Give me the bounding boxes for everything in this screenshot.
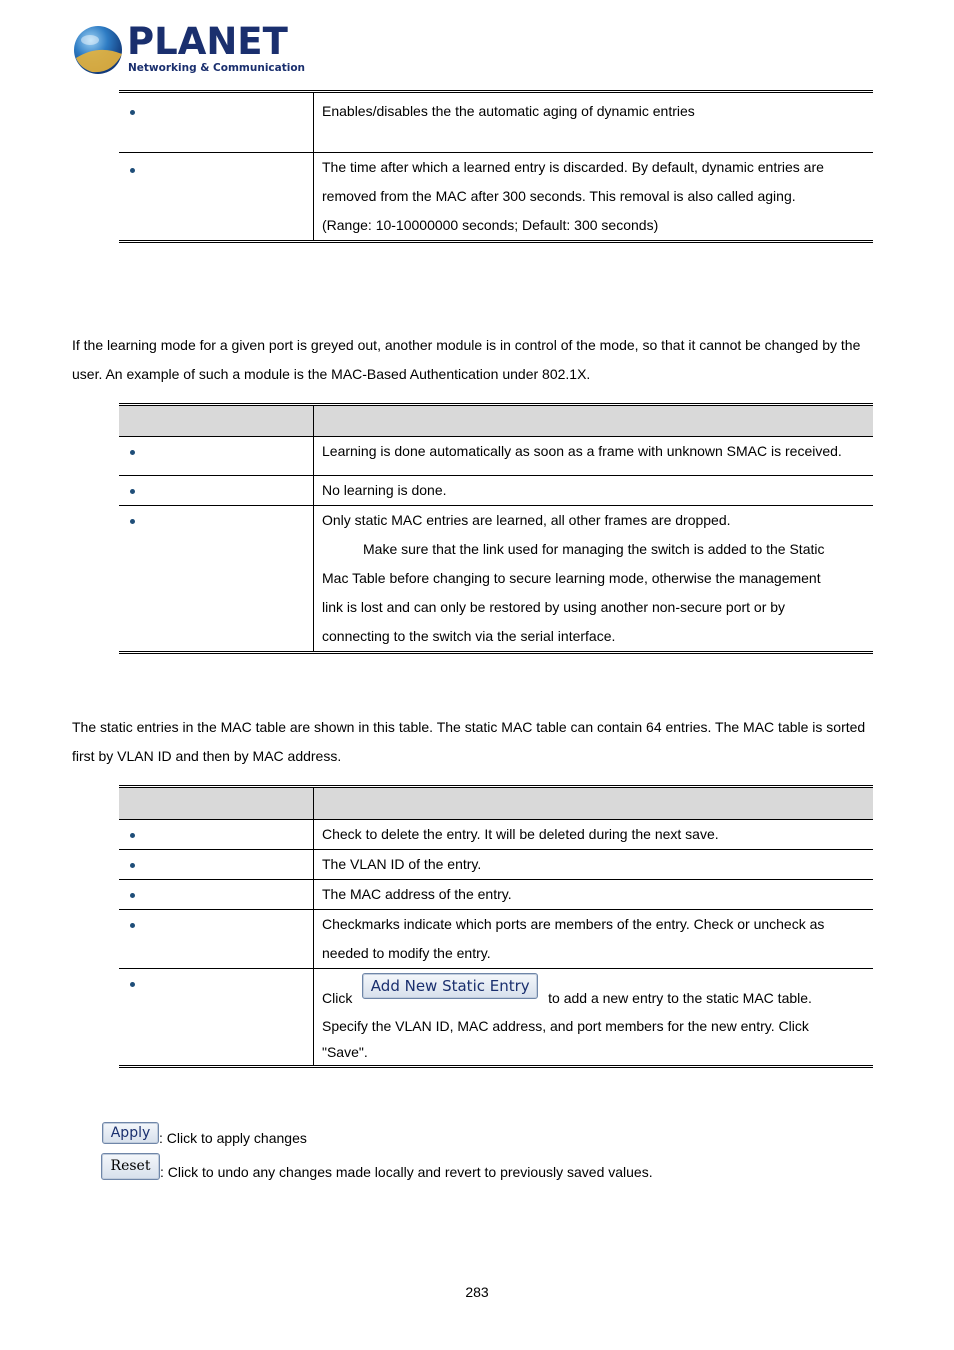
planet-logo: [72, 20, 306, 78]
cell-text: Only static MAC entries are learned, all other frames are dropped.: [322, 512, 731, 528]
cell-text: needed to modify the entry.: [322, 945, 491, 961]
learning-mode-table: [119, 403, 873, 654]
table-row: [119, 910, 873, 969]
bullet-icon: [130, 450, 135, 455]
table-row: [119, 850, 873, 880]
note-text: Make sure that the link used for managing the switch is added to the Static: [363, 541, 825, 557]
static-entries-paragraph: The static entries in the MAC table are shown in this table. The static MAC table can contain 64 entries. The MAC table is sorted first by VLAN ID and then by MAC address.: [72, 719, 866, 764]
globe-icon: [72, 24, 124, 76]
bullet-icon: [130, 863, 135, 868]
table-row: [119, 476, 873, 506]
bullet-icon: [130, 519, 135, 524]
cell-text: (Range: 10-10000000 seconds; Default: 300 seconds): [322, 217, 659, 233]
table-row: [119, 92, 873, 153]
cell-text: to add a new entry to the static MAC table.: [548, 990, 812, 1006]
cell-text: removed from the MAC after 300 seconds. This removal is also called aging.: [322, 188, 796, 204]
cell-text: Enables/disables the the automatic aging of dynamic entries: [322, 103, 695, 119]
cell-text: Mac Table before changing to secure learning mode, otherwise the management: [322, 570, 821, 586]
bullet-icon: [130, 893, 135, 898]
table-header: [119, 405, 873, 437]
reset-description: : Click to undo any changes made locally and revert to previously saved values.: [160, 1164, 653, 1180]
cell-text: The time after which a learned entry is discarded. By default, dynamic entries are: [322, 159, 824, 175]
page-number: 283: [465, 1284, 489, 1300]
bullet-icon: [130, 982, 135, 987]
table-row: [119, 506, 873, 653]
cell-text: connecting to the switch via the serial interface.: [322, 628, 616, 644]
bullet-icon: [130, 168, 135, 173]
cell-text: Specify the VLAN ID, MAC address, and port members for the new entry. Click: [322, 1018, 809, 1034]
table-row: [119, 969, 873, 1067]
bullet-icon: [130, 489, 135, 494]
bullet-icon: [130, 923, 135, 928]
logo-subtitle: Networking & Communication: [128, 62, 306, 74]
apply-legend: [102, 1122, 307, 1144]
static-mac-table: [119, 785, 873, 1068]
cell-text: The VLAN ID of the entry.: [322, 856, 482, 872]
cell-text: No learning is done.: [322, 482, 447, 498]
bullet-icon: [130, 110, 135, 115]
learning-mode-paragraph: If the learning mode for a given port is greyed out, another module is in control of the mode, so that it cannot be changed by the user. An example of such a module is the MAC-Based Authentication under 802.1X.: [72, 337, 861, 382]
reset-button[interactable]: Reset: [101, 1153, 160, 1180]
logo-wordmark: PLANET: [127, 20, 288, 63]
table-row: [119, 820, 873, 850]
table-row: [119, 153, 873, 242]
cell-text: Check to delete the entry. It will be deleted during the next save.: [322, 826, 719, 842]
table-row: [119, 437, 873, 476]
apply-description: : Click to apply changes: [159, 1130, 307, 1146]
reset-legend: [101, 1153, 653, 1180]
cell-text: link is lost and can only be restored by using another non-secure port or by: [322, 599, 786, 615]
bullet-icon: [130, 833, 135, 838]
apply-button[interactable]: Apply: [102, 1122, 159, 1144]
table-header: [119, 787, 873, 820]
aging-table: [119, 90, 873, 243]
cell-text: Checkmarks indicate which ports are members of the entry. Check or uncheck as: [322, 916, 825, 932]
click-label: Click: [322, 990, 353, 1006]
table-row: [119, 880, 873, 910]
cell-text: The MAC address of the entry.: [322, 886, 512, 902]
cell-text: "Save".: [322, 1044, 368, 1060]
cell-text: Learning is done automatically as soon as a frame with unknown SMAC is received.: [322, 443, 842, 459]
add-new-static-entry-button[interactable]: Add New Static Entry: [362, 973, 538, 999]
